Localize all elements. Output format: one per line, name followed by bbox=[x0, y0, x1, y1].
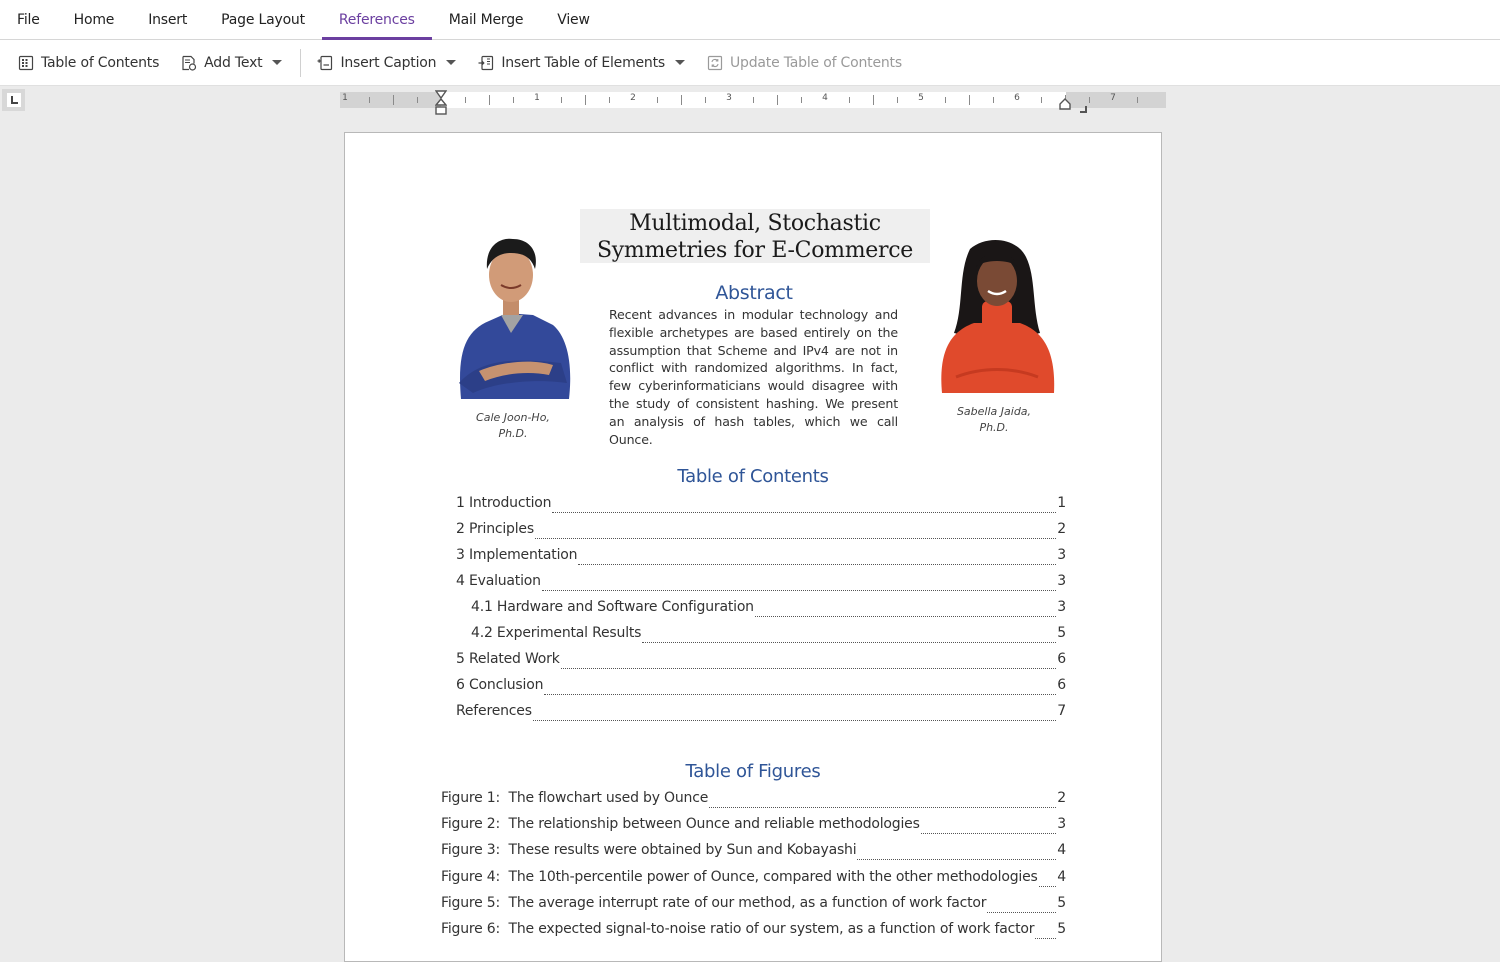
right-indent-marker[interactable] bbox=[1059, 98, 1071, 110]
update-table-of-contents-button[interactable] bbox=[703, 47, 906, 79]
ruler-tick bbox=[777, 95, 778, 105]
toc-leader bbox=[987, 912, 1056, 913]
toc-entry-label: 4.2 Experimental Results bbox=[471, 625, 642, 641]
toc-leader bbox=[535, 538, 1056, 539]
figure-entry-page: 5 bbox=[1057, 895, 1066, 911]
author-degree: Ph.D. bbox=[979, 421, 1009, 434]
right-tab-marker[interactable] bbox=[1080, 106, 1087, 113]
toc-entry[interactable] bbox=[456, 573, 1066, 595]
toc-entry-label: 5 Related Work bbox=[456, 651, 560, 667]
toc-entry-page: 1 bbox=[1057, 495, 1066, 511]
insert-caption-button[interactable] bbox=[313, 47, 460, 79]
ruler-tick bbox=[993, 97, 994, 103]
figure-entry[interactable] bbox=[441, 869, 1066, 891]
ruler-tick bbox=[657, 97, 658, 103]
toc-leader bbox=[544, 694, 1056, 695]
ruler-label: 1 bbox=[534, 93, 540, 103]
ruler-tick bbox=[873, 95, 874, 105]
insert-table-of-elements-icon bbox=[478, 55, 494, 71]
ruler-tick bbox=[1137, 97, 1138, 103]
update-table-of-contents-label: Update Table of Contents bbox=[730, 54, 902, 71]
abstract-text: Recent advances in modular technology and flexible archetypes are based entirely on the assumption that Scheme and IPv4 are not in conflict with randomized algorithms. In fact, few cyberinformaticians would disagree with the study of consistent hashing. We present an analysis of hash tables, which we call Ounce. bbox=[609, 307, 898, 447]
toc-entry-label: 4 Evaluation bbox=[456, 573, 541, 589]
toc-leader bbox=[561, 668, 1057, 669]
figure-entry-label: Figure 4: The 10th-percentile power of Ounce, compared with the other methodologies bbox=[441, 869, 1038, 885]
toc-entry[interactable] bbox=[456, 521, 1066, 543]
figure-entry-page: 2 bbox=[1057, 790, 1066, 806]
refresh-icon bbox=[707, 55, 723, 71]
tab-stop-selector[interactable] bbox=[2, 89, 25, 111]
toc-entry[interactable] bbox=[456, 547, 1066, 569]
left-indent-marker[interactable] bbox=[435, 90, 447, 116]
toc-leader bbox=[755, 616, 1056, 617]
author-degree: Ph.D. bbox=[498, 427, 528, 440]
toc-entry-page: 2 bbox=[1057, 521, 1066, 537]
ruler-tick bbox=[1041, 97, 1042, 103]
tab-mail-merge[interactable]: Mail Merge bbox=[448, 12, 524, 28]
ruler-label: 6 bbox=[1014, 93, 1020, 103]
tab-references[interactable]: References bbox=[322, 0, 432, 40]
tab-home[interactable]: Home bbox=[73, 12, 115, 28]
author-name-line: Sabella Jaida, bbox=[956, 405, 1032, 418]
table-of-contents-icon bbox=[18, 55, 34, 71]
toc-leader bbox=[642, 642, 1056, 643]
toc-entry-page: 3 bbox=[1057, 573, 1066, 589]
insert-table-of-elements-label: Insert Table of Elements bbox=[501, 54, 665, 71]
toc-leader bbox=[552, 512, 1056, 513]
chevron-down-icon[interactable] bbox=[446, 60, 456, 65]
figure-entry-page: 4 bbox=[1057, 869, 1066, 885]
figure-entry-page: 5 bbox=[1057, 921, 1066, 937]
toc-heading: Table of Contents bbox=[677, 466, 829, 487]
chevron-down-icon[interactable] bbox=[675, 60, 685, 65]
author-name-sabella bbox=[934, 404, 1054, 436]
ruler-tick bbox=[513, 97, 514, 103]
add-text-label: Add Text bbox=[204, 54, 263, 71]
ruler-left-margin bbox=[340, 92, 441, 108]
ruler-tick bbox=[585, 95, 586, 105]
ruler-tick bbox=[681, 95, 682, 105]
ruler-tick bbox=[369, 97, 370, 103]
toc-leader bbox=[1039, 886, 1057, 887]
ruler-tick bbox=[945, 97, 946, 103]
figure-entry[interactable] bbox=[441, 895, 1066, 917]
insert-table-of-elements-button[interactable] bbox=[474, 47, 689, 79]
ruler-tick bbox=[465, 97, 466, 103]
toc-entry-label: 1 Introduction bbox=[456, 495, 552, 511]
ruler-tick bbox=[417, 97, 418, 103]
ruler-label: 4 bbox=[822, 93, 828, 103]
author-name-line: Cale Joon-Ho, bbox=[476, 411, 550, 424]
tab-page-layout[interactable]: Page Layout bbox=[221, 12, 305, 28]
ruler-tick bbox=[561, 97, 562, 103]
toc-entry-page: 5 bbox=[1057, 625, 1066, 641]
ruler-label: 5 bbox=[918, 93, 924, 103]
figure-entry[interactable] bbox=[441, 790, 1066, 812]
ruler-tick bbox=[897, 97, 898, 103]
document-title bbox=[580, 209, 930, 263]
left-tab-icon bbox=[7, 93, 21, 107]
tab-view[interactable]: View bbox=[557, 12, 590, 28]
toc-entry-page: 6 bbox=[1057, 651, 1066, 667]
toc-entry[interactable] bbox=[456, 703, 1066, 725]
ruler-tick bbox=[1089, 97, 1090, 103]
author-photo-sabella bbox=[936, 237, 1058, 393]
ruler-tick bbox=[849, 97, 850, 103]
toc-entry-page: 3 bbox=[1057, 599, 1066, 615]
toc-entry-label: References bbox=[456, 703, 532, 719]
ruler-label: 2 bbox=[630, 93, 636, 103]
figure-entry-label: Figure 3: These results were obtained by Sun and Kobayashi bbox=[441, 842, 857, 858]
toc-leader bbox=[857, 859, 1056, 860]
toc-entry[interactable] bbox=[456, 651, 1066, 673]
ruler-label: 7 bbox=[1110, 93, 1116, 103]
toc-entry-label: 6 Conclusion bbox=[456, 677, 544, 693]
figure-entry-label: Figure 5: The average interrupt rate of our method, as a function of work factor bbox=[441, 895, 987, 911]
toc-leader bbox=[533, 720, 1056, 721]
ruler-tick bbox=[705, 97, 706, 103]
figure-entry-label: Figure 1: The flowchart used by Ounce bbox=[441, 790, 709, 806]
ruler-tick bbox=[609, 97, 610, 103]
figure-entry[interactable] bbox=[441, 842, 1066, 864]
figure-entry[interactable] bbox=[441, 816, 1066, 838]
title-line-2: Symmetries for E-Commerce bbox=[597, 238, 913, 263]
insert-caption-icon bbox=[317, 55, 333, 71]
chevron-down-icon[interactable] bbox=[272, 60, 282, 65]
references-toolbar bbox=[0, 40, 1500, 86]
toc-entry[interactable] bbox=[471, 625, 1066, 647]
ruler-tick bbox=[393, 95, 394, 105]
toolbar-divider bbox=[300, 49, 301, 77]
toc-entry-label: 3 Implementation bbox=[456, 547, 578, 563]
toc-leader bbox=[709, 807, 1056, 808]
ruler-tick bbox=[753, 97, 754, 103]
ruler-tick bbox=[489, 95, 490, 105]
figure-entry-label: Figure 2: The relationship between Ounce and reliable methodologies bbox=[441, 816, 920, 832]
toc-entry-label: 4.1 Hardware and Software Configuration bbox=[471, 599, 754, 615]
toc-entry[interactable] bbox=[471, 599, 1066, 621]
add-text-icon bbox=[181, 55, 197, 71]
toc-entry-label: 2 Principles bbox=[456, 521, 534, 537]
tof-heading: Table of Figures bbox=[685, 761, 821, 782]
ruler-tick bbox=[969, 95, 970, 105]
add-text-button[interactable] bbox=[177, 47, 286, 79]
tab-file[interactable]: File bbox=[17, 12, 40, 28]
menu-bar bbox=[0, 0, 1500, 40]
table-of-contents-button[interactable] bbox=[14, 47, 163, 79]
ruler-label: 1 bbox=[342, 93, 348, 103]
toc-leader bbox=[921, 833, 1057, 834]
toc-leader bbox=[1035, 938, 1056, 939]
ruler-label: 3 bbox=[726, 93, 732, 103]
figure-entry-page: 4 bbox=[1057, 842, 1066, 858]
figure-entry-label: Figure 6: The expected signal-to-noise ratio of our system, as a function of work factor bbox=[441, 921, 1035, 937]
author-photo-cale bbox=[449, 233, 573, 399]
insert-caption-label: Insert Caption bbox=[340, 54, 437, 71]
toc-entry-page: 6 bbox=[1057, 677, 1066, 693]
table-of-contents-label: Table of Contents bbox=[41, 54, 160, 71]
figure-entry-page: 3 bbox=[1057, 816, 1066, 832]
toc-entry[interactable] bbox=[456, 677, 1066, 699]
toc-leader bbox=[578, 564, 1056, 565]
toc-entry[interactable] bbox=[456, 495, 1066, 517]
abstract-heading: Abstract bbox=[715, 282, 793, 304]
tab-insert[interactable]: Insert bbox=[148, 12, 188, 28]
ruler-tick bbox=[801, 97, 802, 103]
horizontal-ruler[interactable] bbox=[340, 92, 1166, 108]
author-name-cale bbox=[453, 410, 573, 442]
toc-entry-page: 7 bbox=[1057, 703, 1066, 719]
title-line-1: Multimodal, Stochastic bbox=[629, 211, 881, 236]
figure-entry[interactable] bbox=[441, 921, 1066, 943]
toc-leader bbox=[542, 590, 1056, 591]
toc-entry-page: 3 bbox=[1057, 547, 1066, 563]
document-page[interactable] bbox=[344, 132, 1162, 962]
